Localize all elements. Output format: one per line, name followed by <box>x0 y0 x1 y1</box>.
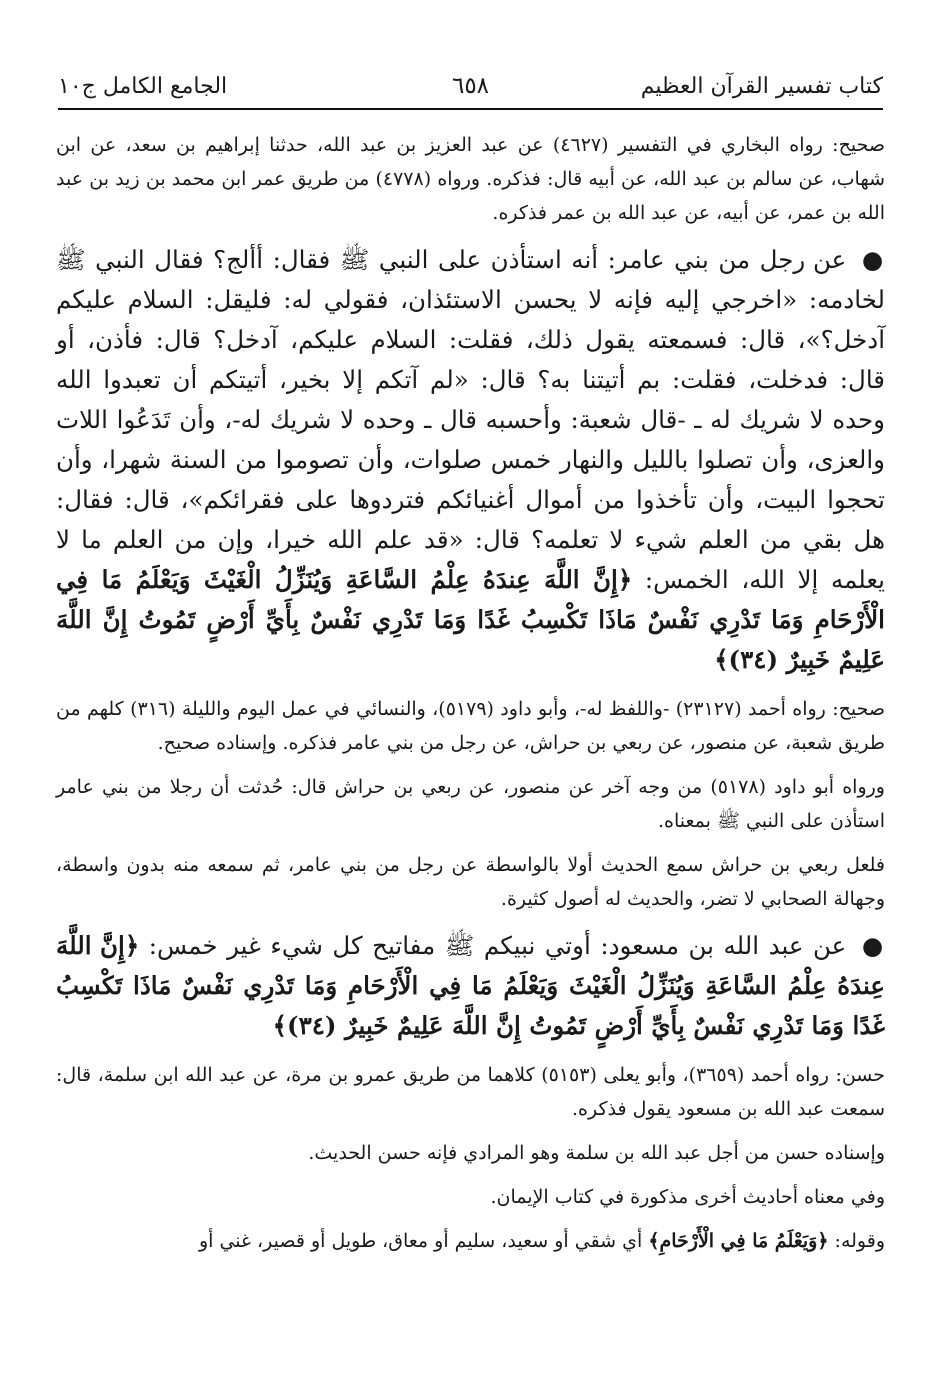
page-number: ٦٥٨ <box>451 73 490 99</box>
takhrij-paragraph: صحيح: رواه البخاري في التفسير (٤٦٢٧) عن عبد العزيز بن عبد الله، حدثنا إبراهيم بن سعد، عن ابن شهاب، عن سالم بن عبد الله، عن أبيه قال: فذكره. ورواه (٤٧٧٨) من طريق عمر ابن محمد بن زيد بن عبد الله بن عمر، عن أبيه، عن عبد الله بن عمر فذكره. <box>56 134 885 224</box>
quran-verse: ﴿إِنَّ اللَّهَ عِندَهُ عِلْمُ السَّاعَةِ وَيُنَزِّلُ الْغَيْثَ وَيَعْلَمُ مَا فِي الْأَرْحَامِ وَمَا تَدْرِي نَفْسٌ مَاذَا تَكْسِبُ غَدًا وَمَا تَدْرِي نَفْسٌ بِأَيِّ أَرْضٍ تَمُوتُ إِنَّ اللَّهَ عَلِيمٌ خَبِيرٌ (٣٤)﴾ <box>56 931 885 1040</box>
commentary-paragraph: وفي معناه أحاديث أخرى مذكورة في كتاب الإيمان. <box>490 1186 885 1208</box>
takhrij-paragraph: ورواه أبو داود (٥١٧٨) من وجه آخر عن منصور، عن ربعي بن حراش قال: حُدثت أن رجلا من بني عامر استأذن على النبي ﷺ بمعناه. <box>56 776 885 832</box>
takhrij-paragraph: حسن: رواه أحمد (٣٦٥٩)، وأبو يعلى (٥١٥٣) كلاهما من طريق عمرو بن مرة، عن عبد الله ابن سلمة، قال: سمعت عبد الله بن مسعود يقول فذكره. <box>56 1064 885 1120</box>
hadith-text: عن رجل من بني عامر: أنه استأذن على النبي ﷺ فقال: أألج؟ فقال النبي ﷺ لخادمه: «اخرجي إليه فإنه لا يحسن الاستئذان، فقولي له: فليقل: السلام عليكم آدخل؟»، قال: فسمعته يقول ذلك، فقلت: السلام عليكم، آدخل؟ قال: فأذن، أو قال: فدخلت، فقلت: بم أتيتنا به؟ قال: «لم آتكم إلا بخير، أتيتكم أن تعبدوا الله وحده لا شريك له ـ -قال شعبة: وأحسبه قال ـ وحده لا شريك له-، وأن تَدَعُوا اللات والعزى، وأن تصلوا بالليل والنهار خمس صلوات، وأن تصوموا من السنة شهرا، وأن تحجوا البيت، وأن تأخذوا من أموال أغنيائكم فتردوها على فقرائكم»، قال: فقال: هل بقي من العلم شيء لا تعلمه؟ قال: «قد علم الله خيرا، وإن من العلم ما لا يعلمه إلا الله، الخمس: <box>56 245 886 594</box>
header-rule <box>58 108 883 110</box>
takhrij-paragraph: صحيح: رواه أحمد (٢٣١٢٧) -واللفظ له-، وأبو داود (٥١٧٩)، والنسائي في عمل اليوم والليلة (٣١٦) كلهم من طريق شعبة، عن منصور، عن ربعي بن حراش، عن رجل من بني عامر فذكره. وإسناده صحيح. <box>56 698 885 754</box>
commentary-paragraph <box>56 1224 885 1258</box>
quran-verse: ﴿إِنَّ اللَّهَ عِندَهُ عِلْمُ السَّاعَةِ وَيُنَزِّلُ الْغَيْثَ وَيَعْلَمُ مَا فِي الْأَرْحَامِ وَمَا تَدْرِي نَفْسٌ مَاذَا تَكْسِبُ غَدًا وَمَا تَدْرِي نَفْسٌ بِأَيِّ أَرْضٍ تَمُوتُ إِنَّ اللَّهَ عَلِيمٌ خَبِيرٌ (٣٤)﴾ <box>56 565 885 674</box>
page-body <box>56 128 885 1268</box>
quran-verse: ﴿وَيَعْلَمُ مَا فِي الْأَرْحَامِ﴾ <box>648 1230 829 1252</box>
commentary-paragraph: وإسناده حسن من أجل عبد الله بن سلمة وهو المرادي فإنه حسن الحديث. <box>308 1142 885 1164</box>
running-header <box>58 58 883 98</box>
book-title: كتاب تفسير القرآن العظيم <box>640 74 883 99</box>
volume-label: الجامع الكامل ج١٠ <box>58 74 228 99</box>
lead-text: وقوله: <box>834 1230 885 1252</box>
hadith-text: عن عبد الله بن مسعود: أوتي نبيكم ﷺ مفاتيح كل شيء غير خمس: <box>148 931 847 960</box>
bullet-icon: ● <box>861 931 885 960</box>
hadith-paragraph <box>56 240 885 680</box>
commentary-paragraph: فلعل ربعي بن حراش سمع الحديث أولا بالواسطة عن رجل من بني عامر، ثم سمعه منه بدون واسطة، وجهالة الصحابي لا تضر، والحديث له أصول كثيرة. <box>56 854 885 910</box>
hadith-paragraph <box>56 926 885 1046</box>
commentary-text: أي شقي أو سعيد، سليم أو معاق، طويل أو قصير، غني أو <box>198 1230 643 1252</box>
bullet-icon: ● <box>861 245 885 274</box>
